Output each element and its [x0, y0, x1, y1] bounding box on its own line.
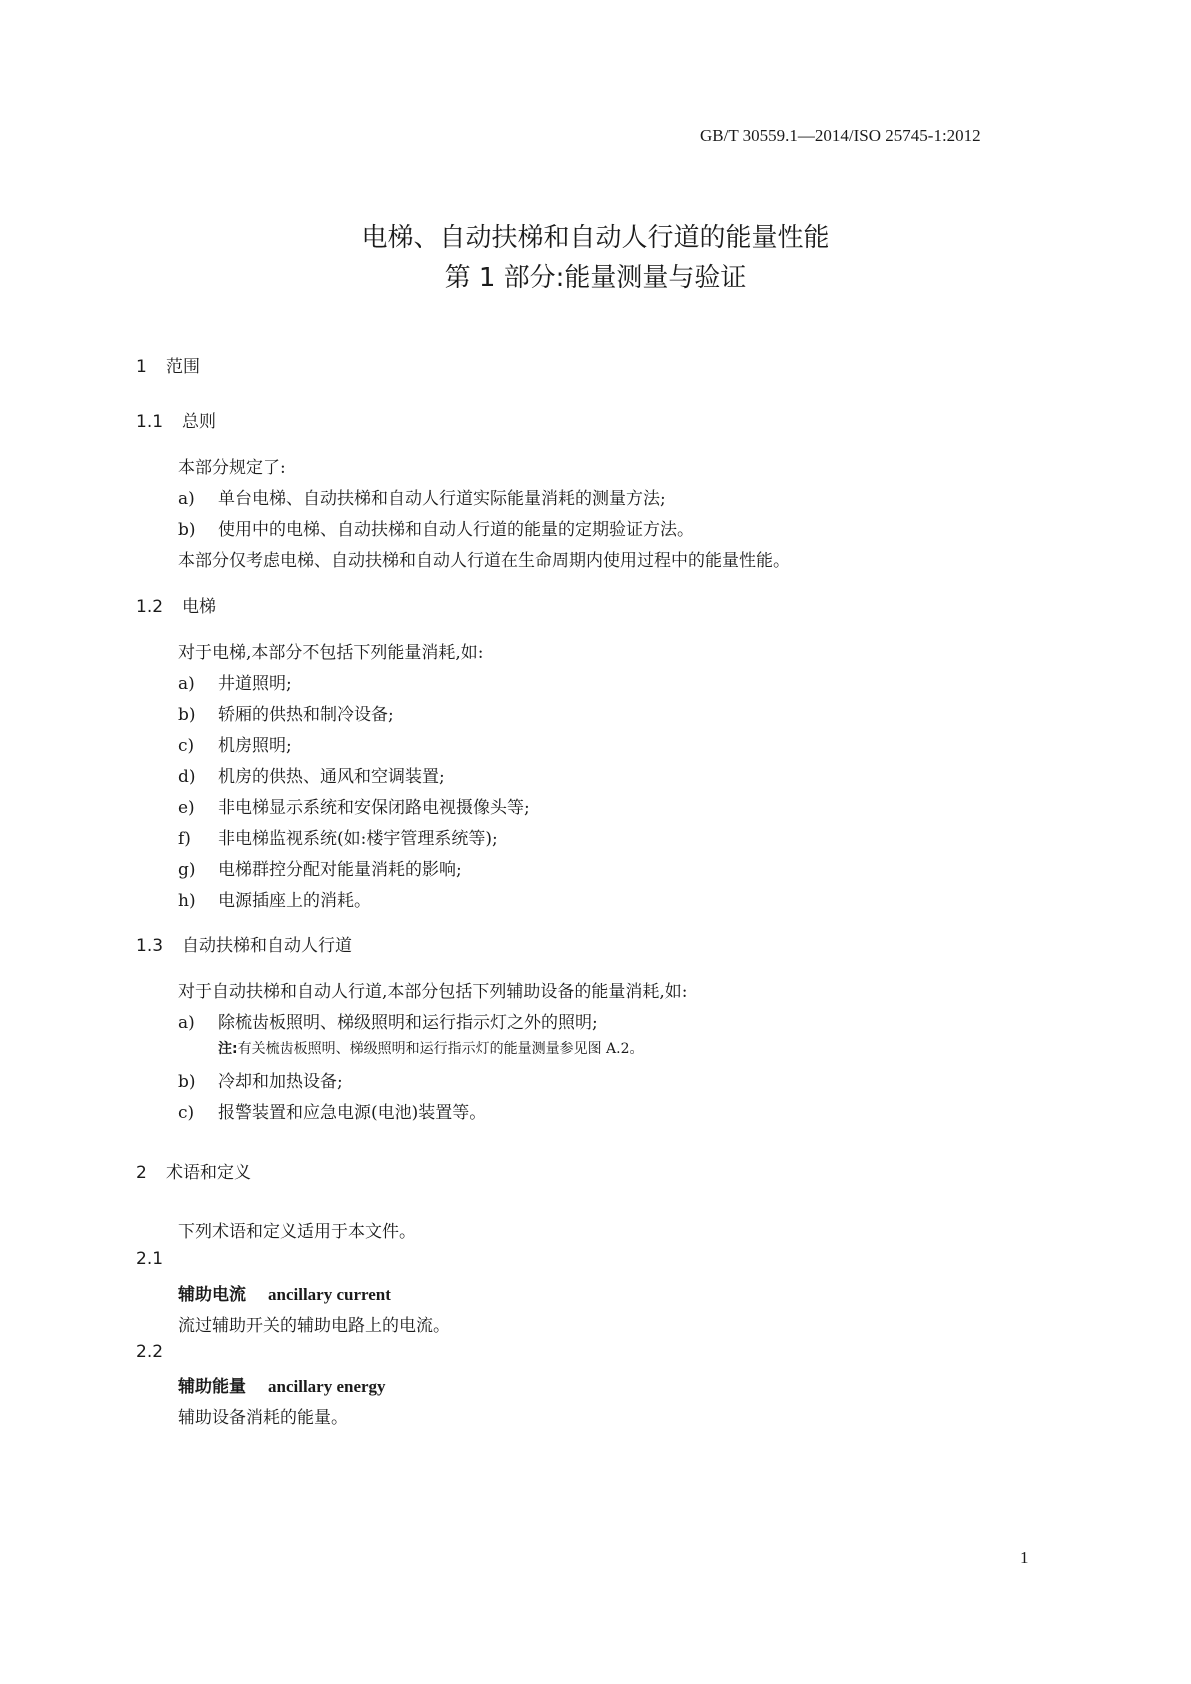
document-title-line2: 第 1 部分:能量测量与验证 — [444, 263, 747, 293]
paragraph: 对于电梯,本部分不包括下列能量消耗,如: — [178, 643, 484, 663]
list-text: 非电梯监视系统(如:楼宇管理系统等); — [218, 829, 498, 849]
term-heading — [178, 1280, 391, 1305]
note-label: 注: — [218, 1041, 238, 1057]
term-en: ancillary energy — [268, 1377, 386, 1396]
page-number: 1 — [1020, 1548, 1029, 1567]
section-number: 1 — [136, 357, 147, 377]
section-1-heading — [136, 352, 200, 377]
section-title: 总则 — [182, 412, 216, 432]
standard-number: GB/T 30559.1—2014/ISO 25745-1:2012 — [700, 126, 981, 145]
list-label: b) — [178, 520, 196, 540]
list-label: a) — [178, 1013, 195, 1033]
list-text: 报警装置和应急电源(电池)装置等。 — [218, 1103, 487, 1123]
paragraph: 本部分规定了: — [178, 458, 286, 478]
list-item — [178, 793, 530, 818]
list-item — [178, 762, 445, 787]
term-definition: 流过辅助开关的辅助电路上的电流。 — [178, 1316, 450, 1336]
list-label: b) — [178, 705, 196, 725]
section-number: 1.3 — [136, 936, 164, 956]
list-item — [178, 669, 292, 694]
section-1-2-heading — [136, 592, 216, 617]
term-en: ancillary current — [268, 1285, 391, 1304]
list-text: 单台电梯、自动扶梯和自动人行道实际能量消耗的测量方法; — [218, 489, 666, 509]
note — [218, 1038, 644, 1058]
paragraph: 本部分仅考虑电梯、自动扶梯和自动人行道在生命周期内使用过程中的能量性能。 — [178, 551, 790, 571]
paragraph: 对于自动扶梯和自动人行道,本部分包括下列辅助设备的能量消耗,如: — [178, 982, 688, 1002]
list-item — [178, 824, 498, 849]
list-text: 冷却和加热设备; — [218, 1072, 343, 1092]
list-label: f) — [178, 829, 191, 849]
list-label: d) — [178, 767, 196, 787]
list-item — [178, 1067, 343, 1092]
section-number: 1.2 — [136, 597, 164, 617]
list-text: 轿厢的供热和制冷设备; — [218, 705, 394, 725]
section-number: 2 — [136, 1163, 147, 1183]
list-label: a) — [178, 489, 195, 509]
list-text: 电源插座上的消耗。 — [218, 891, 371, 911]
section-number: 1.1 — [136, 412, 164, 432]
document-title-line1: 电梯、自动扶梯和自动人行道的能量性能 — [361, 223, 830, 253]
list-label: b) — [178, 1072, 196, 1092]
term-zh: 辅助能量 — [178, 1377, 246, 1397]
list-label: e) — [178, 798, 195, 818]
list-text: 除梳齿板照明、梯级照明和运行指示灯之外的照明; — [218, 1013, 598, 1033]
list-text: 机房的供热、通风和空调装置; — [218, 767, 445, 787]
list-item — [178, 484, 666, 509]
list-text: 电梯群控分配对能量消耗的影响; — [218, 860, 462, 880]
list-label: h) — [178, 891, 196, 911]
list-label: g) — [178, 860, 196, 880]
section-2-heading — [136, 1158, 251, 1183]
term-number: 2.2 — [136, 1342, 164, 1362]
section-title: 范围 — [166, 357, 200, 377]
section-title: 术语和定义 — [166, 1163, 251, 1183]
list-item — [178, 1098, 486, 1123]
term-zh: 辅助电流 — [178, 1285, 246, 1305]
term-definition: 辅助设备消耗的能量。 — [178, 1408, 348, 1428]
list-text: 机房照明; — [218, 736, 292, 756]
section-title: 自动扶梯和自动人行道 — [182, 936, 352, 956]
list-item — [178, 1008, 598, 1033]
list-text: 使用中的电梯、自动扶梯和自动人行道的能量的定期验证方法。 — [218, 520, 694, 540]
list-text: 井道照明; — [218, 674, 292, 694]
term-heading — [178, 1372, 386, 1397]
list-item — [178, 731, 292, 756]
section-1-1-heading — [136, 407, 216, 432]
list-text: 非电梯显示系统和安保闭路电视摄像头等; — [218, 798, 530, 818]
list-item — [178, 886, 371, 911]
list-label: c) — [178, 1103, 195, 1123]
note-text: 有关梳齿板照明、梯级照明和运行指示灯的能量测量参见图 A.2。 — [237, 1041, 644, 1057]
list-item — [178, 515, 694, 540]
list-label: c) — [178, 736, 195, 756]
list-item — [178, 855, 462, 880]
list-item — [178, 700, 394, 725]
paragraph: 下列术语和定义适用于本文件。 — [178, 1222, 416, 1242]
list-label: a) — [178, 674, 195, 694]
term-number: 2.1 — [136, 1249, 164, 1269]
section-title: 电梯 — [182, 597, 216, 617]
section-1-3-heading — [136, 931, 352, 956]
